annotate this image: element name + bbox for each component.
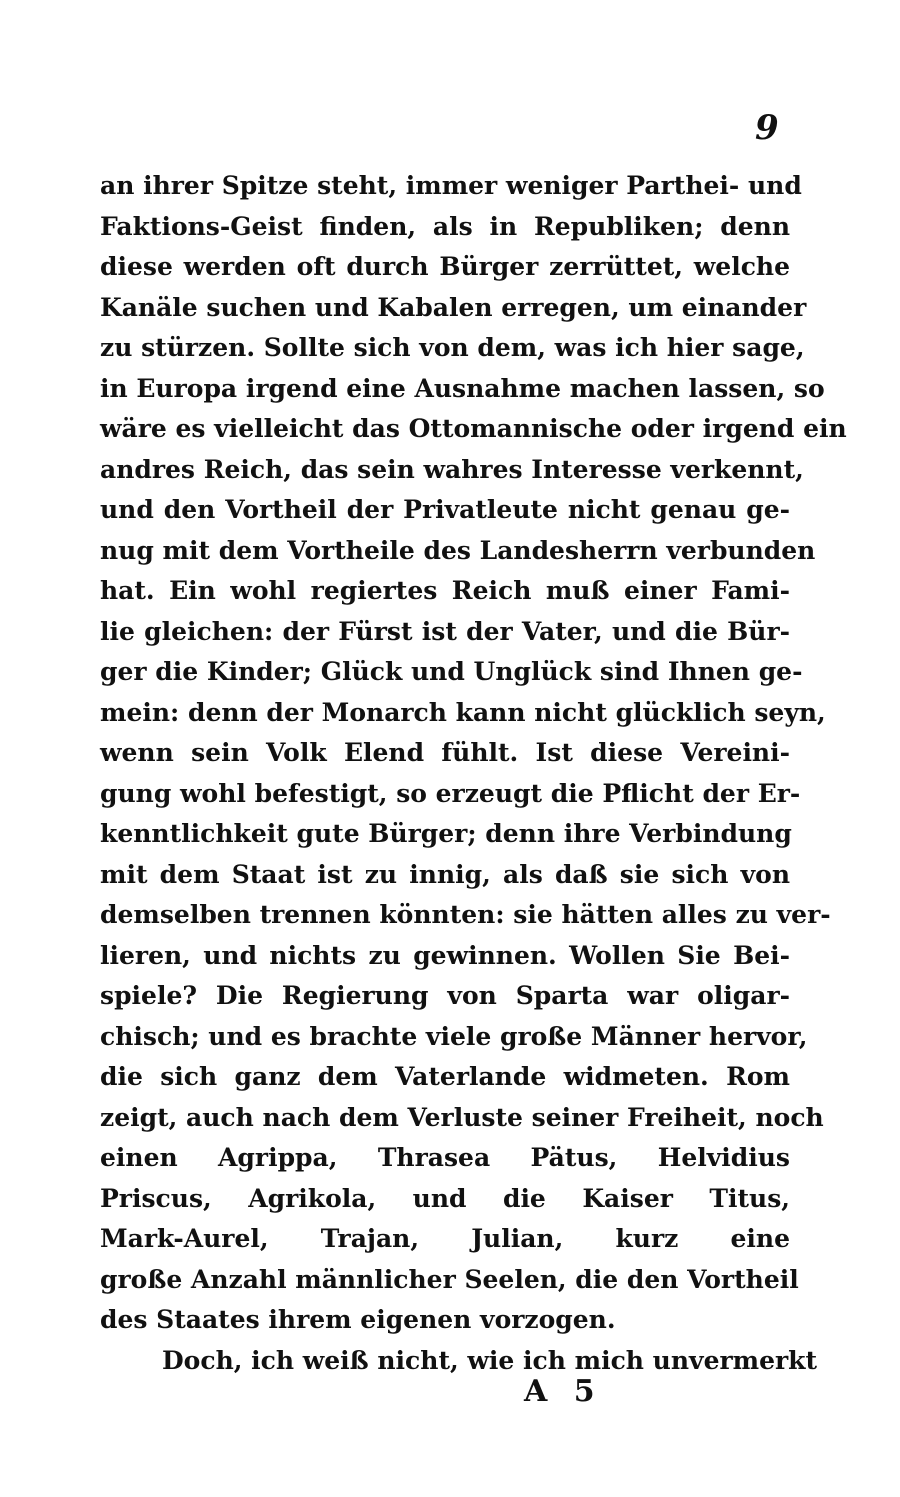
page-number: 9 xyxy=(755,108,779,148)
text-line: große Anzahl männlicher Seelen, die den Vortheil xyxy=(100,1264,799,1294)
text-line: chisch; und es brachte viele große Männer hervor, xyxy=(100,1021,808,1051)
text-line: diese werden oft durch Bürger zerrüttet, welche xyxy=(100,252,790,281)
text-line: des Staates ihrem eigenen vorzogen. xyxy=(100,1305,616,1334)
text-line: in Europa irgend eine Ausnahme machen lassen, so xyxy=(100,373,825,403)
text-line: lie gleichen: der Fürst ist der Vater, und die Bür- xyxy=(100,616,790,646)
text-line: an ihrer Spitze steht, immer weniger Parthei- und xyxy=(100,171,802,200)
text-line: Mark-Aurel, Trajan, Julian, kurz eine xyxy=(100,1224,790,1253)
text-line: mein: denn der Monarch kann nicht glücklich seyn, xyxy=(100,697,826,727)
text-line: Kanäle suchen und Kabalen erregen, um einander xyxy=(100,292,807,322)
text-line: andres Reich, das sein wahres Interesse verkennt, xyxy=(100,454,804,484)
text-line: demselben trennen könnten: sie hätten alles zu ver- xyxy=(100,900,831,929)
text-line: einen Agrippa, Thrasea Pätus, Helvidius xyxy=(100,1143,790,1172)
text-line: Priscus, Agrikola, und die Kaiser Titus, xyxy=(100,1183,790,1213)
signature-mark: A 5 xyxy=(524,1374,603,1409)
text-line: Doch, ich weiß nicht, wie ich mich unvermerkt xyxy=(162,1345,818,1375)
text-line: zeigt, auch nach dem Verluste seiner Freiheit, noch xyxy=(100,1102,824,1132)
text-line: wäre es vielleicht das Ottomannische oder irgend ein xyxy=(100,414,847,443)
text-line: wenn sein Volk Elend fühlt. Ist diese Vereini- xyxy=(100,738,790,767)
text-line: kenntlichkeit gute Bürger; denn ihre Verbindung xyxy=(100,819,792,848)
text-line: ger die Kinder; Glück und Unglück sind Ihnen ge- xyxy=(100,657,803,686)
text-line: und den Vortheil der Privatleute nicht genau ge- xyxy=(100,495,790,524)
text-line: spiele? Die Regierung von Sparta war oligar- xyxy=(100,981,790,1010)
text-line: Faktions-Geist finden, als in Republiken; denn xyxy=(100,211,790,241)
text-line: lieren, und nichts zu gewinnen. Wollen Sie Bei- xyxy=(100,940,790,970)
text-line: mit dem Staat ist zu innig, als daß sie sich von xyxy=(100,859,790,889)
text-line: die sich ganz dem Vaterlande widmeten. Rom xyxy=(100,1062,790,1091)
text-line: zu stürzen. Sollte sich von dem, was ich hier sage, xyxy=(100,333,805,362)
text-line: gung wohl befestigt, so erzeugt die Pflicht der Er- xyxy=(100,778,801,808)
text-line: hat. Ein wohl regiertes Reich muß einer Fami- xyxy=(100,576,790,605)
body-text xyxy=(100,166,847,1381)
text-line: nug mit dem Vortheile des Landesherrn verbunden xyxy=(100,535,816,565)
